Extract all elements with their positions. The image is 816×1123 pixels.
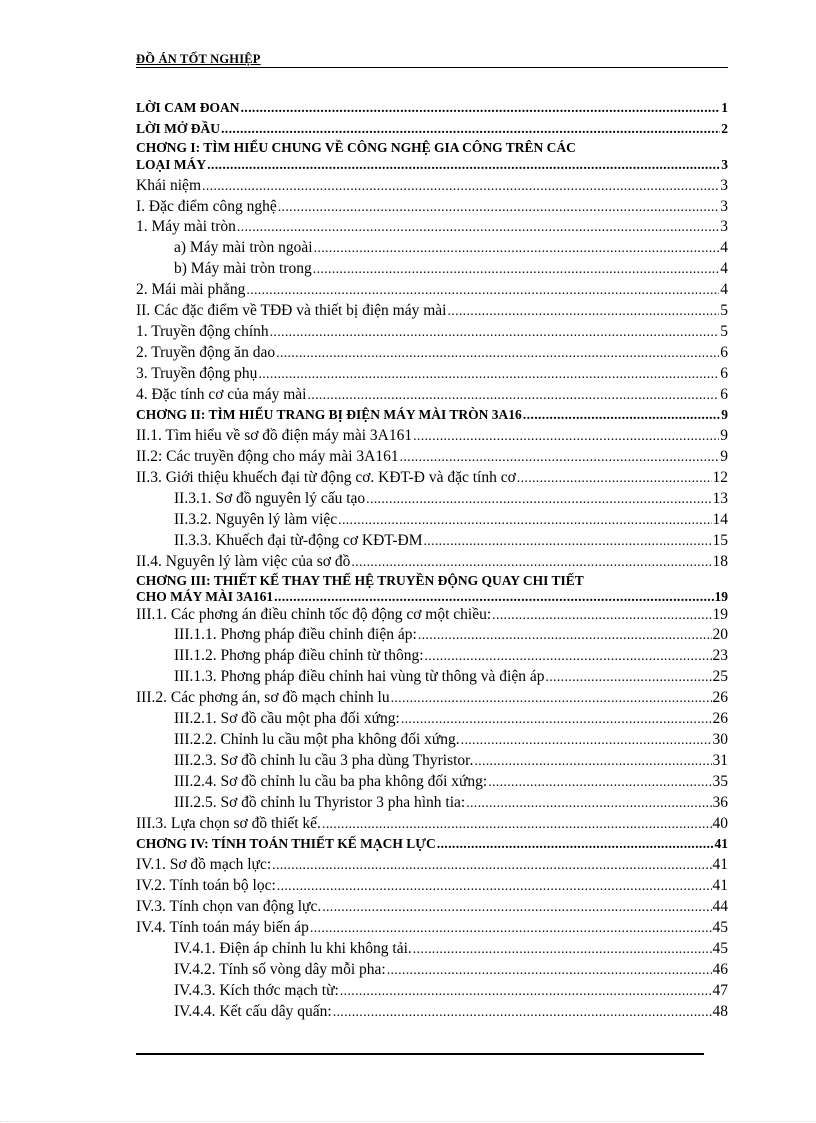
- toc-entry: [136, 197, 728, 218]
- toc-entry-title: III.1.2. Phơng pháp điều chỉnh từ thông:: [174, 647, 424, 665]
- toc-leader-dots: [274, 588, 713, 606]
- toc-entry-page: 9: [720, 427, 728, 445]
- toc-entry-title: II.3.2. Nguyên lý làm việc: [174, 510, 338, 528]
- toc-entry-title: CHƠNG IV: TÍNH TOÁN THIẾT KẾ MẠCH LỰC: [136, 836, 436, 852]
- toc-entry: [136, 625, 728, 646]
- toc-leader-dots: [418, 625, 712, 647]
- toc-entry-page: 30: [712, 730, 728, 748]
- toc-entry: [136, 217, 728, 238]
- toc-entry: [136, 981, 728, 1002]
- toc-entry-title: IV.4.4. Kết cấu dây quấn:: [174, 1002, 332, 1020]
- page-edge: [0, 1121, 816, 1122]
- toc-leader-dots: [387, 960, 712, 982]
- footer-rule: [136, 1053, 704, 1055]
- toc-entry-page: 48: [712, 1002, 728, 1020]
- toc-leader-dots: [202, 176, 719, 198]
- toc-entry-page: 23: [712, 647, 728, 665]
- toc-leader-dots: [277, 876, 712, 898]
- toc-entry: [136, 322, 728, 343]
- toc-entry-page: 25: [712, 668, 728, 686]
- toc-entry: [136, 751, 728, 772]
- toc-entry: [136, 447, 728, 468]
- toc-entry-page: 3: [720, 176, 728, 194]
- toc-entry-title: IV.4.1. Điện áp chỉnh lu khi không tải.: [174, 939, 412, 957]
- toc-entry-page: 20: [712, 626, 728, 644]
- toc-entry-title: IV.4.2. Tính số vòng dây mỗi pha:: [174, 960, 386, 978]
- toc-entry-title: IV.2. Tính toán bộ lọc:: [136, 877, 276, 895]
- toc-entry-page: 15: [712, 531, 728, 549]
- toc-leader-dots: [391, 688, 712, 710]
- toc-entry-page: 41: [712, 877, 728, 895]
- toc-entry: [136, 709, 728, 730]
- toc-entry-page: 9: [721, 407, 728, 423]
- toc-entry: [136, 531, 728, 552]
- toc-entry-title: I. Đặc điểm công nghệ: [136, 197, 277, 215]
- toc-entry-page: 44: [712, 898, 728, 916]
- toc-leader-dots: [366, 489, 711, 511]
- toc-entry-title: LOẠI MÁY: [136, 156, 207, 172]
- toc-leader-dots: [437, 834, 714, 856]
- toc-entry-title: b) Máy mài tròn trong: [174, 260, 312, 278]
- toc-entry-page: 3: [720, 218, 728, 236]
- toc-entry: [136, 140, 728, 155]
- toc-leader-dots: [545, 667, 711, 689]
- toc-entry-title: CHƠNG II: TÌM HIỂU TRANG BỊ ĐIỆN MÁY MÀI TRÒN 3A16: [136, 407, 522, 423]
- toc-leader-dots: [413, 426, 719, 448]
- toc-entry-page: 41: [714, 836, 728, 852]
- toc-entry-title: LỜI CAM ĐOAN: [136, 100, 240, 115]
- toc-entry: [136, 588, 728, 605]
- toc-leader-dots: [272, 855, 711, 877]
- toc-entry-page: 6: [720, 343, 728, 361]
- toc-entry-page: 31: [712, 751, 728, 769]
- toc-leader-dots: [492, 605, 711, 627]
- toc-entry-page: 5: [720, 302, 728, 320]
- toc-entry-title: a) Máy mài tròn ngoài: [174, 239, 313, 257]
- toc-entry-page: 45: [712, 939, 728, 957]
- toc-entry-title: III.2.4. Sơ đồ chỉnh lu cầu ba pha không đối xứng:: [174, 772, 488, 790]
- toc-leader-dots: [523, 405, 720, 427]
- toc-leader-dots: [413, 939, 712, 961]
- toc-entry-title: IV.4.3. Kích thớc mạch từ:: [174, 981, 339, 999]
- toc-leader-dots: [241, 98, 721, 120]
- toc-entry-title: CHO MÁY MÀI 3A161: [136, 588, 274, 604]
- toc-entry: [136, 834, 728, 855]
- toc-entry-page: 3: [720, 197, 728, 215]
- toc-entry-title: 1. Truyền động chính: [136, 322, 269, 340]
- toc-entry: [136, 688, 728, 709]
- toc-entry: [136, 405, 728, 426]
- toc-entry-title: 3. Truyền động phụ: [136, 364, 258, 382]
- toc-entry-title: 2. Truyền động ăn dao: [136, 343, 276, 361]
- toc-entry: [136, 259, 728, 280]
- toc-entry-title: II.1. Tìm hiểu về sơ đồ điện máy mài 3A161: [136, 427, 413, 445]
- toc-entry-title: II.4. Nguyên lý làm việc của sơ đồ: [136, 552, 351, 570]
- toc-entry-title: 1. Máy mài tròn: [136, 218, 236, 236]
- toc-entry-title: III.3. Lựa chọn sơ đồ thiết kế.: [136, 814, 321, 832]
- toc-entry-title: III.1.1. Phơng pháp điều chỉnh điện áp:: [174, 626, 417, 644]
- toc-leader-dots: [307, 385, 719, 407]
- toc-entry-title: IV.4. Tính toán máy biến áp: [136, 918, 309, 936]
- toc-leader-dots: [488, 772, 711, 794]
- toc-entry-title: CHƠNG I: TÌM HIỂU CHUNG VỀ CÔNG NGHỆ GIA CÔNG TRÊN CÁC: [136, 139, 576, 155]
- toc-leader-dots: [425, 646, 712, 668]
- toc-entry-page: 6: [720, 385, 728, 403]
- toc-entry-page: 26: [712, 710, 728, 728]
- page-header: [136, 50, 728, 68]
- toc-leader-dots: [310, 918, 712, 940]
- toc-entry: [136, 960, 728, 981]
- toc-entry-title: III.1. Các phơng án điều chỉnh tốc độ động cơ một chiều:: [136, 605, 492, 623]
- toc-leader-dots: [278, 197, 720, 219]
- toc-entry-title: CHƠNG III: THIẾT KẾ THAY THẾ HỆ TRUYỀN ĐỘNG QUAY CHI TIẾT: [136, 572, 584, 588]
- toc-leader-dots: [270, 322, 720, 344]
- toc-entry-page: 6: [720, 364, 728, 382]
- toc-entry-page: 45: [712, 918, 728, 936]
- toc-entry-title: Khái niệm: [136, 176, 201, 194]
- toc-leader-dots: [400, 447, 720, 469]
- toc-entry-title: II.3.3. Khuếch đại từ-động cơ KĐT-ĐM: [174, 531, 423, 549]
- toc-entry: [136, 385, 728, 406]
- toc-leader-dots: [314, 238, 720, 260]
- toc-entry-page: 18: [712, 552, 728, 570]
- toc-leader-dots: [322, 814, 712, 836]
- toc-leader-dots: [322, 897, 711, 919]
- toc-entry-page: 12: [712, 469, 728, 487]
- toc-entry-title: LỜI MỞ ĐẦU: [136, 120, 220, 136]
- toc-leader-dots: [246, 280, 719, 302]
- toc-leader-dots: [333, 1002, 712, 1024]
- toc-leader-dots: [401, 709, 712, 731]
- toc-entry-title: II.3. Giới thiệu khuếch đại từ động cơ. KĐT-Đ và đặc tính cơ: [136, 469, 516, 487]
- toc-leader-dots: [340, 981, 712, 1003]
- toc-entry-title: III.2. Các phơng án, sơ đồ mạch chỉnh lu: [136, 689, 390, 707]
- toc-entry: [136, 793, 728, 814]
- toc-entry: [136, 155, 728, 176]
- toc-leader-dots: [276, 343, 719, 365]
- toc-entry: [136, 510, 728, 531]
- toc-entry-page: 26: [712, 689, 728, 707]
- toc-entry: [136, 280, 728, 301]
- toc-entry-page: 19: [712, 605, 728, 623]
- toc-entry-page: 5: [720, 322, 728, 340]
- toc-entry: [136, 939, 728, 960]
- toc-entry-page: 1: [721, 100, 728, 115]
- toc-entry-page: 36: [712, 793, 728, 811]
- toc-leader-dots: [221, 119, 720, 141]
- toc-entry: [136, 301, 728, 322]
- toc-entry-page: 4: [720, 260, 728, 278]
- toc-entry: [136, 176, 728, 197]
- toc-entry-page: 40: [712, 814, 728, 832]
- toc-entry: [136, 667, 728, 688]
- toc-entry-page: 46: [712, 960, 728, 978]
- header-title: ĐỒ ÁN TỐT NGHIỆP: [136, 52, 261, 66]
- toc-entry-page: 47: [712, 981, 728, 999]
- toc-entry-page: 4: [720, 281, 728, 299]
- toc-entry-title: III.2.5. Sơ đồ chỉnh lu Thyristor 3 pha hình tia:: [174, 793, 466, 811]
- toc-entry: [136, 343, 728, 364]
- toc-leader-dots: [338, 510, 711, 532]
- toc-entry: [136, 897, 728, 918]
- toc-entry-title: 2. Mái mài phẳng: [136, 281, 246, 299]
- toc-leader-dots: [461, 730, 712, 752]
- toc-entry: [136, 468, 728, 489]
- toc-entry: [136, 552, 728, 573]
- toc-entry: [136, 364, 728, 385]
- toc-entry-page: 14: [712, 510, 728, 528]
- toc-leader-dots: [423, 531, 711, 553]
- toc-entry: [136, 605, 728, 626]
- toc-entry: [136, 1002, 728, 1023]
- toc-entry: [136, 646, 728, 667]
- toc-leader-dots: [313, 259, 719, 281]
- toc-leader-dots: [447, 301, 719, 323]
- toc-entry-title: II.3.1. Sơ đồ nguyên lý cấu tạo: [174, 490, 366, 508]
- toc-entry: [136, 119, 728, 140]
- toc-entry: [136, 489, 728, 510]
- toc-entry-page: 41: [712, 856, 728, 874]
- toc-entry-title: III.2.1. Sơ đồ cầu một pha đối xứng:: [174, 710, 400, 728]
- toc-entry-page: 2: [721, 120, 728, 136]
- toc-entry-title: 4. Đặc tính cơ của máy mài: [136, 385, 307, 403]
- toc-entry-page: 4: [720, 239, 728, 257]
- toc-entry: [136, 238, 728, 259]
- toc-entry: [136, 573, 728, 588]
- toc-entry: [136, 772, 728, 793]
- toc-entry-title: II. Các đặc điểm về TĐĐ và thiết bị điện máy mài: [136, 302, 447, 320]
- toc-leader-dots: [466, 793, 711, 815]
- toc-entry-page: 9: [720, 448, 728, 466]
- toc-entry: [136, 426, 728, 447]
- toc-leader-dots: [207, 155, 720, 177]
- toc-leader-dots: [474, 751, 711, 773]
- toc-entry-title: IV.1. Sơ đồ mạch lực:: [136, 856, 272, 874]
- toc-entry-page: 3: [721, 156, 728, 172]
- toc-entry-page: 19: [714, 588, 728, 604]
- toc-entry-page: 35: [712, 772, 728, 790]
- toc-entry-page: 13: [712, 490, 728, 508]
- toc-leader-dots: [517, 468, 712, 490]
- toc-entry-title: III.2.2. Chỉnh lu cầu một pha không đối xứng.: [174, 730, 460, 748]
- table-of-contents: [136, 98, 728, 1022]
- toc-entry-title: III.1.3. Phơng pháp điều chỉnh hai vùng từ thông và điện áp: [174, 668, 545, 686]
- toc-entry: [136, 98, 728, 119]
- toc-entry: [136, 918, 728, 939]
- toc-entry-title: III.2.3. Sơ đồ chỉnh lu cầu 3 pha dùng Thyristor.: [174, 751, 474, 769]
- toc-leader-dots: [237, 217, 719, 239]
- toc-leader-dots: [351, 552, 711, 574]
- toc-entry-title: II.2: Các truyền động cho máy mài 3A161: [136, 448, 399, 466]
- toc-leader-dots: [258, 364, 719, 386]
- toc-entry: [136, 730, 728, 751]
- toc-entry: [136, 855, 728, 876]
- toc-entry: [136, 814, 728, 835]
- toc-entry-title: IV.3. Tính chọn van động lực.: [136, 898, 322, 916]
- toc-entry: [136, 876, 728, 897]
